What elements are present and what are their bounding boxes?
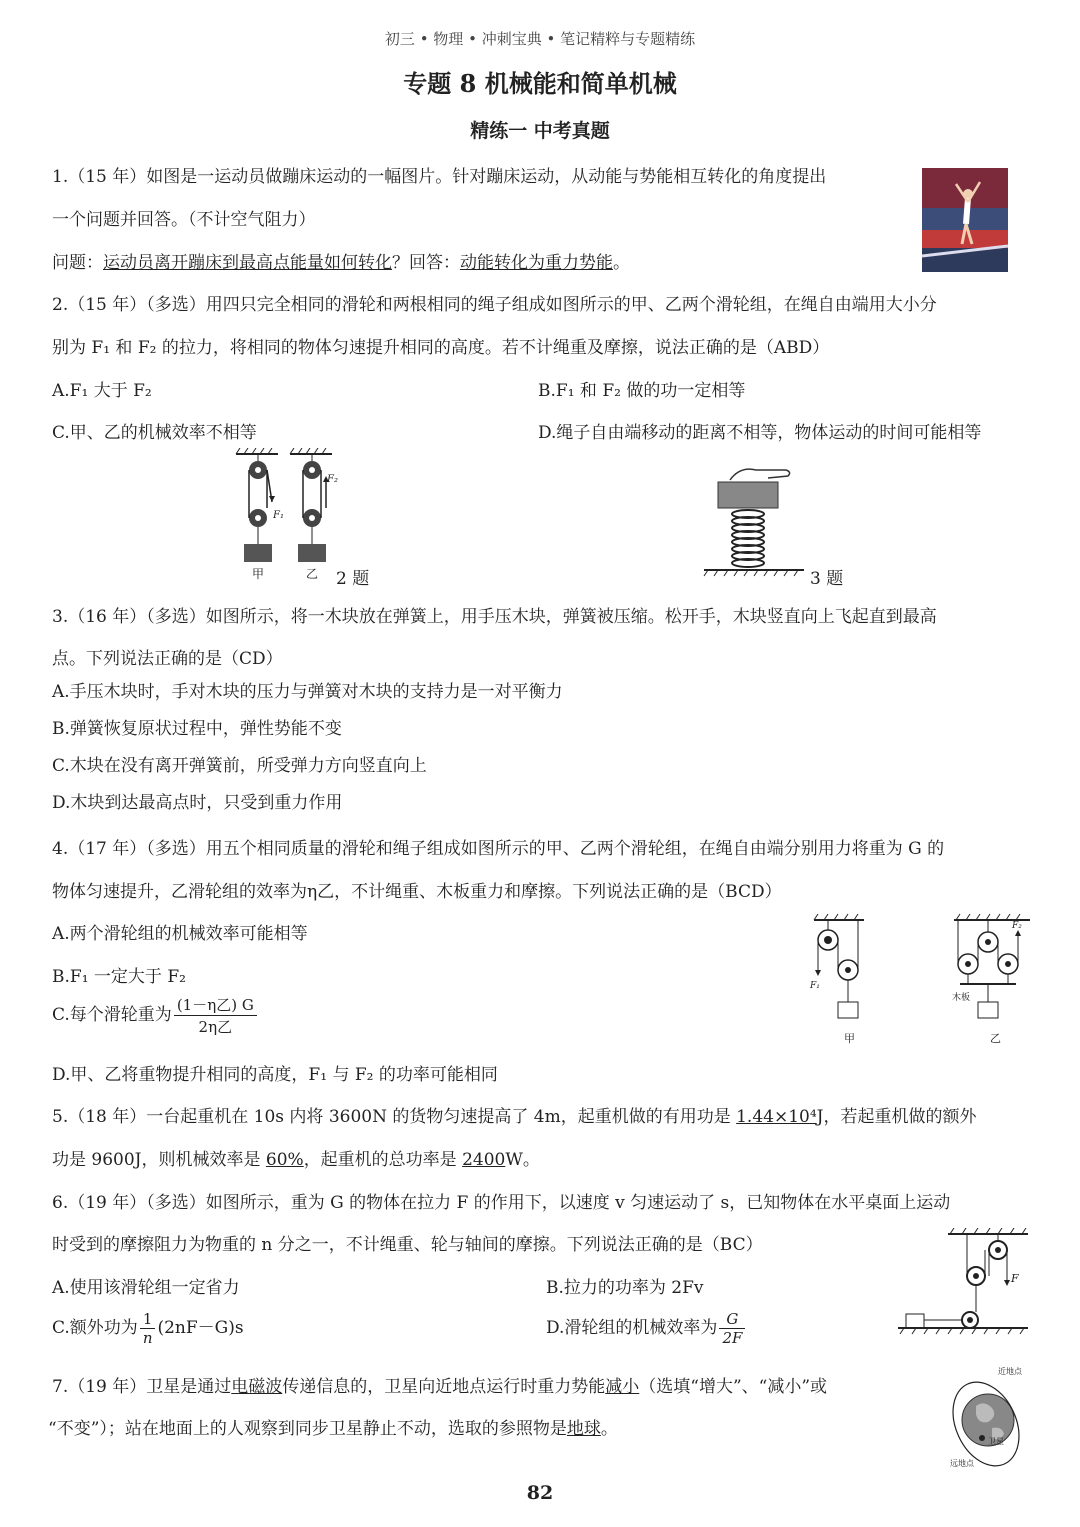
q7-text1: 7.（19 年）卫星是通过	[52, 1377, 232, 1397]
q2-fig-f2: F₂	[327, 474, 338, 485]
q7-text2: 传递信息的，卫星向近地点运行时重力势能	[282, 1377, 606, 1397]
q3-option-d: D.木块到达最高点时，只受到重力作用	[52, 793, 343, 813]
q6-fig-f: F	[1011, 1272, 1019, 1285]
running-header: 初三 • 物理 • 冲刺宝典 • 笔记精粹与专题精练	[384, 30, 696, 48]
q7-text5: 。	[600, 1419, 618, 1439]
q2-pulley-figure	[230, 448, 340, 582]
q3-line1: 3.（16 年）（多选）如图所示，将一木块放在弹簧上，用手压木块，弹簧被压缩。松开手，木块竖直向上飞起直到最高	[52, 607, 937, 627]
q4-option-d: D.甲、乙将重物提升相同的高度，F₁ 与 F₂ 的功率可能相同	[52, 1065, 498, 1085]
q4-fig-f2: F₂	[1012, 921, 1022, 931]
q2-line1: 2.（15 年）（多选）用四只完全相同的滑轮和两根相同的绳子组成如图所示的甲、乙两个滑轮组，在绳自由端用大小分	[52, 295, 937, 315]
q1-answer: 动能转化为重力势能	[460, 253, 613, 273]
q1-line1: 1.（15 年）如图是一运动员做蹦床运动的一幅图片。针对蹦床运动，从动能与势能相互转化的角度提出	[52, 167, 827, 187]
q6-d-fraction	[719, 1310, 745, 1347]
q6-option-b: B.拉力的功率为 2Fv	[546, 1278, 704, 1298]
q7-text4: “不变”）；站在地面上的人观察到同步卫星静止不动，选取的参照物是	[48, 1419, 567, 1439]
q5-line1	[52, 1102, 976, 1127]
q7-satellite-figure	[938, 1362, 1038, 1472]
q4-fig-board: 木板	[952, 993, 971, 1003]
section-subtitle: 精练一 中考真题	[470, 120, 610, 142]
q4-line2: 物体匀速提升，乙滑轮组的效率为η乙，不计绳重、木板重力和摩擦。下列说法正确的是（BCD）	[52, 882, 782, 902]
q6-d-prefix: D.滑轮组的机械效率为	[546, 1318, 718, 1338]
q6-d-numerator: G	[719, 1310, 745, 1329]
q5-text4: ，起重机的总功率是	[303, 1150, 463, 1170]
q2-option-c: C.甲、乙的机械效率不相等	[52, 423, 257, 443]
q4-c-denominator: 2η乙	[198, 1018, 233, 1036]
q1-line2: 一个问题并回答。（不计空气阻力）	[52, 210, 316, 230]
q1-end: 。	[613, 253, 630, 273]
q2-fig-f1: F₁	[273, 510, 284, 521]
q6-c-prefix: C.额外功为	[52, 1318, 138, 1338]
q6-line1: 6.（19 年）（多选）如图所示，重为 G 的物体在拉力 F 的作用下，以速度 v 匀速运动了 s，已知物体在水平桌面上运动	[52, 1193, 951, 1213]
page-number: 82	[526, 1482, 554, 1504]
q7-answer-wave: 电磁波	[231, 1377, 283, 1397]
q6-c-fraction	[140, 1310, 156, 1347]
q4-pulley-figure	[800, 910, 1040, 1050]
q6-c-denominator: n	[142, 1329, 153, 1347]
q2-fig-caption: 2 题	[336, 569, 370, 589]
q5-text1: 5.（18 年）一台起重机在 10s 内将 3600N 的货物匀速提高了 4m，起重机做的有用功是	[52, 1107, 737, 1127]
q6-c-suffix: (2nF－G)s	[157, 1318, 244, 1338]
q7-text3: （选填“增大”、“减小”或	[639, 1377, 828, 1397]
q2-option-a: A.F₁ 大于 F₂	[52, 381, 152, 401]
q1-a-label: ？回答：	[392, 253, 460, 273]
q3-fig-caption: 3 题	[810, 569, 844, 589]
q4-fig-jia: 甲	[844, 1032, 855, 1045]
q1-q-label: 问题：	[52, 253, 103, 273]
q3-option-a: A.手压木块时，手对木块的压力与弹簧对木块的支持力是一对平衡力	[52, 682, 563, 702]
q6-c-numerator: 1	[140, 1310, 156, 1329]
q6-option-a: A.使用该滑轮组一定省力	[52, 1278, 240, 1298]
q3-option-c: C.木块在没有离开弹簧前，所受弹力方向竖直向上	[52, 756, 427, 776]
q5-useful-work: 1.44×10⁴	[736, 1107, 817, 1127]
q5-text3: 功是 9600J，则机械效率是	[52, 1150, 266, 1170]
q6-line2: 时受到的摩擦阻力为物重的 n 分之一，不计绳重、轮与轴间的摩擦。下列说法正确的是（BC）	[52, 1235, 763, 1255]
q3-spring-figure	[700, 458, 810, 578]
q4-fig-yi: 乙	[990, 1032, 1001, 1045]
q5-text5: W。	[505, 1150, 540, 1170]
q4-option-a: A.两个滑轮组的机械效率可能相等	[52, 924, 308, 944]
q7-fig-satellite: 卫星	[988, 1437, 1004, 1446]
q2-fig-jia: 甲	[252, 567, 265, 581]
q4-c-prefix: C.每个滑轮重为	[52, 1005, 172, 1025]
q6-option-c	[52, 1310, 244, 1347]
q6-d-denominator: 2F	[722, 1329, 743, 1347]
q2-option-d: D.绳子自由端移动的距离不相等，物体运动的时间可能相等	[538, 423, 982, 443]
q6-option-d	[546, 1310, 747, 1347]
q4-c-numerator: (1－η乙) G	[174, 994, 257, 1016]
q1-answer-line	[52, 248, 630, 273]
q5-efficiency: 60%	[265, 1150, 304, 1170]
q4-c-fraction	[174, 994, 257, 1037]
q3-line2: 点。下列说法正确的是（CD）	[52, 649, 283, 669]
q5-line2	[52, 1145, 540, 1170]
q2-line2: 别为 F₁ 和 F₂ 的拉力，将相同的物体匀速提升相同的高度。若不计绳重及摩擦，说法正确的是（ABD）	[52, 338, 830, 358]
q7-fig-far: 远地点	[950, 1459, 974, 1468]
q4-option-c	[52, 994, 259, 1037]
q1-question-answer: 运动员离开蹦床到最高点能量如何转化	[103, 253, 392, 273]
q4-option-b: B.F₁ 一定大于 F₂	[52, 967, 186, 987]
q5-power: 2400	[462, 1150, 506, 1170]
trampoline-photo	[922, 168, 1008, 272]
q4-fig-f1: F₁	[810, 981, 820, 991]
q5-text2: J，若起重机做的额外	[816, 1107, 977, 1127]
q2-option-b: B.F₁ 和 F₂ 做的功一定相等	[538, 381, 746, 401]
q2-fig-yi: 乙	[306, 567, 319, 581]
q6-pulley-figure	[894, 1228, 1034, 1356]
q4-line1: 4.（17 年）（多选）用五个相同质量的滑轮和绳子组成如图所示的甲、乙两个滑轮组，在绳自由端分别用力将重为 G 的	[52, 839, 945, 859]
q7-line1	[52, 1372, 827, 1397]
q7-line2	[48, 1414, 618, 1439]
q7-answer-reference: 地球	[566, 1419, 601, 1439]
q3-option-b: B.弹簧恢复原状过程中，弹性势能不变	[52, 719, 342, 739]
q7-answer-energy: 减小	[605, 1377, 640, 1397]
q7-fig-near: 近地点	[998, 1367, 1022, 1376]
page-title: 专题 8 机械能和简单机械	[403, 69, 677, 98]
